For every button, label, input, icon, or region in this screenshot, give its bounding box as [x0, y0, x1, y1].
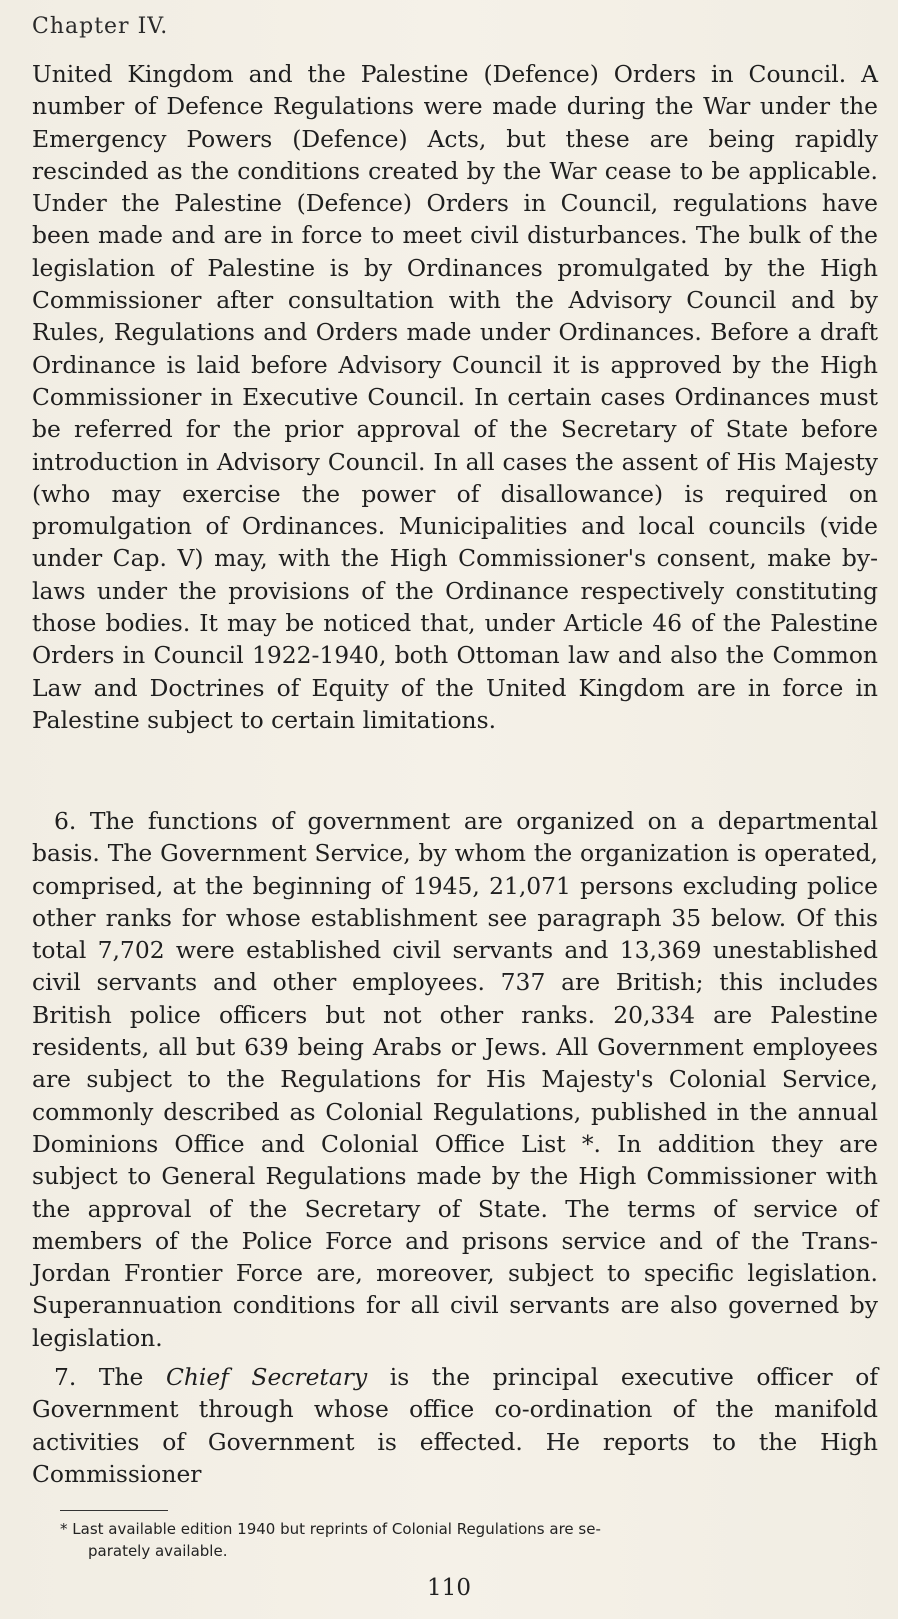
chapter-heading: Chapter IV.: [32, 14, 169, 39]
chief-secretary-term: Chief Secretary: [165, 1363, 368, 1391]
paragraph-7-start: 7. The: [54, 1363, 166, 1391]
footnote: [60, 1518, 860, 1562]
footnote-divider: [60, 1510, 168, 1511]
page-number: 110: [427, 1575, 471, 1601]
paragraph-6-government-service: 6. The functions of government are organized on a departmental basis. The Government Service, by whom the organization is operated, comprised, at the beginning of 1945, 21,071 persons excluding police other ranks for whose establishment see paragraph 35 below. Of this total 7,702 were established civil servants and 13,369 unestablished civil servants and other employees. 737 are British; this includes British police officers but not other ranks. 20,334 are Palestine residents, all but 639 being Arabs or Jews. All Government employees are subject to the Regulations for His Majesty's Colonial Service, commonly described as Colonial Regulations, published in the annual Dominions Office and Colonial Office List *. In addition they are subject to General Regulations made by the High Commissioner with the approval of the Secretary of State. The terms of service of members of the Police Force and prisons service and of the Trans-Jordan Frontier Force are, moreover, subject to specific legislation. Superannuation conditions for all civil servants are also governed by legislation.: [32, 807, 878, 1352]
paragraph-legislation: United Kingdom and the Palestine (Defence) Orders in Council. A number of Defence Regulations were made during the War under the Emergency Powers (Defence) Acts, but these are being rapidly rescinded as the conditions created by the War cease to be applicable. Under the Palestine (Defence) Orders in Council, regulations have been made and are in force to meet civil disturbances. The bulk of the legislation of Palestine is by Ordinances promulgated by the High Commissioner after consultation with the Advisory Council and by Rules, Regulations and Orders made under Ordinances. Before a draft Ordinance is laid before Advisory Council it is approved by the High Commissioner in Executive Council. In certain cases Ordinances must be referred for the prior approval of the Secretary of State before introduction in Advisory Council. In all cases the assent of His Majesty (who may exercise the power of disallowance) is required on promulgation of Ordinances. Municipalities and local councils (vide under Cap. V) may, with the High Commissioner's consent, make by-laws under the provisions of the Ordinance respectively constituting those bodies. It may be noticed that, under Article 46 of the Palestine Orders in Council 1922-1940, both Ottoman law and also the Common Law and Doctrines of Equity of the United Kingdom are in force in Palestine subject to certain limitations.: [32, 60, 878, 734]
paragraph-7-rest: is the principal executive officer of Government through whose office co-ordination of the manifold activities of Government is effected. He reports to the High Commissioner: [32, 1363, 878, 1488]
footnote-line-2: parately available.: [88, 1542, 228, 1560]
paragraph-7-chief-secretary: [32, 1361, 878, 1490]
footnote-line-1: * Last available edition 1940 but reprints of Colonial Regulations are se-: [60, 1520, 601, 1538]
